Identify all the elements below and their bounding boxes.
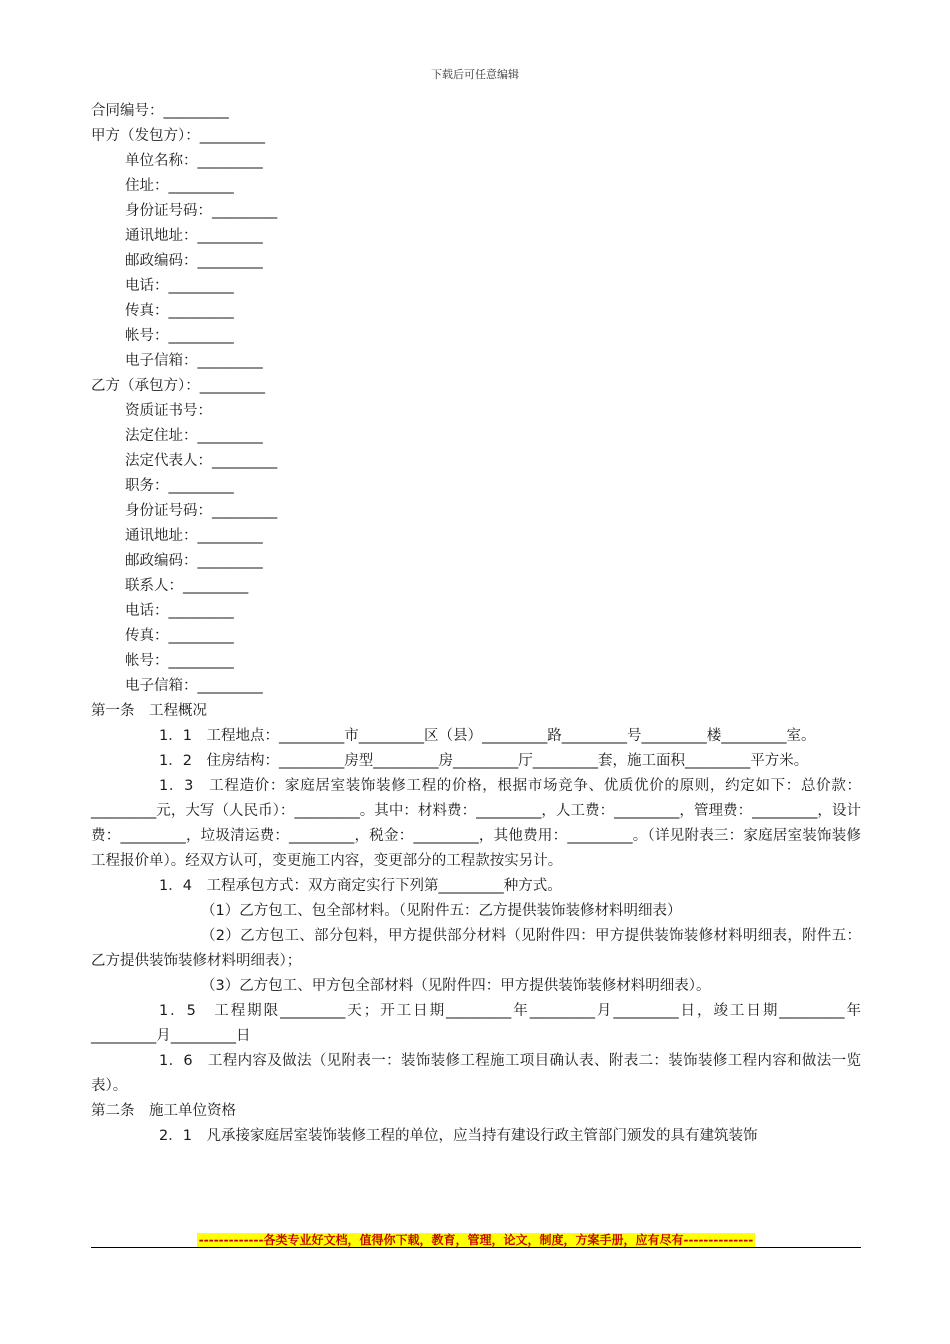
contract-line: 邮政编码：_________ (125, 253, 263, 269)
footer-text: -------------各类专业好文档，值得你下载，教育，管理，论文，制度，方案手册，应有尽有-------------- (198, 1233, 754, 1247)
contract-line: （3）乙方包工、甲方包全部材料（见附件四：甲方提供装饰装修材料明细表）。 (201, 978, 711, 994)
contract-line: 联系人：_________ (125, 578, 249, 594)
contract-line: 身份证号码：_________ (125, 203, 278, 219)
contract-line: 合同编号：_________ (91, 103, 229, 119)
contract-line: 住址：_________ (125, 178, 234, 194)
contract-line: 1．3 工程造价：家庭居室装饰装修工程的价格，根据市场竞争、优质优价的原则，约定如下：总价款：_________元，大写（人民币）：_________。其中：材料费：_________，人工费：_________，管理费：_________，设计费：_________，垃圾清运费：_________，税金：_________，其他费用：_________。（详见附表三：家庭居室装饰装修工程报价单）。经双方认可，变更施工内容，变更部分的工程款按实另计。 (91, 778, 861, 869)
contract-line: 通讯地址：_________ (125, 228, 263, 244)
contract-line: 1．2 住房结构：_________房型_________房_________厅_________套，施工面积_________平方米。 (159, 753, 809, 769)
contract-line: 1．5 工程期限_________天；开工日期_________年_________月_________日，竣工日期_________年_________月_________日 (91, 1003, 861, 1044)
contract-line: 第一条 工程概况 (91, 703, 207, 719)
contract-line: 帐号：_________ (125, 653, 234, 669)
contract-line: 2．1 凡承接家庭居室装饰装修工程的单位，应当持有建设行政主管部门颁发的具有建筑装饰 (159, 1128, 758, 1144)
contract-line: 电子信箱：_________ (125, 353, 263, 369)
contract-line: 电子信箱：_________ (125, 678, 263, 694)
contract-line: 身份证号码：_________ (125, 503, 278, 519)
contract-line: 资质证书号： (125, 403, 212, 419)
contract-line: 乙方（承包方）：_________ (91, 378, 265, 394)
contract-body (91, 99, 861, 1149)
contract-line: 帐号：_________ (125, 328, 234, 344)
contract-line: （1）乙方包工、包全部材料。（见附件五：乙方提供装饰装修材料明细表） (201, 903, 682, 919)
contract-line: 第二条 施工单位资格 (91, 1103, 236, 1119)
contract-line: 1．4 工程承包方式：双方商定实行下列第_________种方式。 (159, 878, 562, 894)
contract-line: 职务：_________ (125, 478, 234, 494)
footer-banner (91, 1229, 861, 1248)
contract-line: 甲方（发包方）：_________ (91, 128, 265, 144)
contract-line: 电话：_________ (125, 603, 234, 619)
page-header: 下载后可任意编辑 (431, 68, 519, 81)
contract-line: 1．6 工程内容及做法（见附表一：装饰装修工程施工项目确认表、附表二：装饰装修工程内容和做法一览表）。 (91, 1053, 861, 1094)
contract-line: 传真：_________ (125, 303, 234, 319)
contract-line: 传真：_________ (125, 628, 234, 644)
contract-line: 法定住址：_________ (125, 428, 263, 444)
contract-line: 单位名称：_________ (125, 153, 263, 169)
contract-line: 电话：_________ (125, 278, 234, 294)
contract-line: （2）乙方包工、部分包料，甲方提供部分材料（见附件四：甲方提供装饰装修材料明细表，附件五：乙方提供装饰装修材料明细表）； (91, 928, 861, 969)
contract-line: 邮政编码：_________ (125, 553, 263, 569)
contract-line: 法定代表人：_________ (125, 453, 278, 469)
contract-line: 1．1 工程地点：_________市_________区（县）_________路_________号_________楼_________室。 (159, 728, 816, 744)
contract-line: 通讯地址：_________ (125, 528, 263, 544)
